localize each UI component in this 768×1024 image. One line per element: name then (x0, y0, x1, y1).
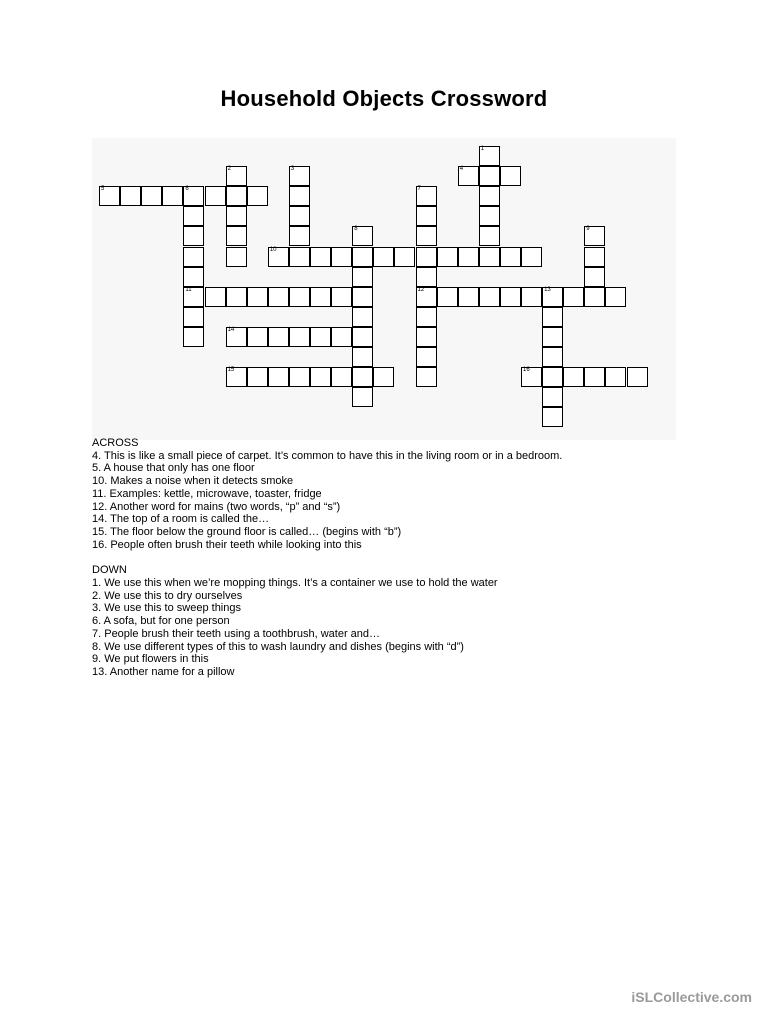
grid-cell[interactable] (542, 407, 563, 427)
grid-cell[interactable] (352, 267, 373, 287)
grid-cell[interactable] (289, 367, 310, 387)
grid-cell[interactable] (205, 287, 226, 307)
grid-cell[interactable] (521, 287, 542, 307)
grid-cell[interactable] (226, 166, 247, 186)
grid-cell[interactable] (437, 247, 458, 267)
grid-cell[interactable] (479, 226, 500, 246)
grid-cell[interactable] (479, 146, 500, 166)
down-clue: 7. People brush their teeth using a toothbrush, water and… (92, 627, 381, 640)
grid-cell[interactable] (563, 287, 584, 307)
grid-cell[interactable] (352, 347, 373, 367)
clue-number: 10 (269, 246, 277, 253)
grid-cell[interactable] (120, 186, 141, 206)
across-clue: 14. The top of a room is called the… (92, 513, 270, 526)
grid-cell[interactable] (605, 367, 626, 387)
clue-number: 14 (227, 326, 235, 333)
grid-cell[interactable] (268, 287, 289, 307)
clue-number: 12 (417, 286, 425, 293)
clue-number: 3 (290, 166, 295, 173)
grid-cell[interactable] (542, 307, 563, 327)
across-clue: 12. Another word for mains (two words, “p” and “s”) (92, 500, 341, 513)
grid-cell[interactable] (352, 387, 373, 407)
grid-cell[interactable] (521, 247, 542, 267)
grid-cell[interactable] (226, 367, 247, 387)
grid-cell[interactable] (352, 367, 373, 387)
grid-cell[interactable] (416, 186, 437, 206)
grid-cell[interactable] (310, 367, 331, 387)
grid-cell[interactable] (542, 347, 563, 367)
grid-cell[interactable] (416, 327, 437, 347)
clue-number: 4 (459, 166, 464, 173)
grid-cell[interactable] (500, 247, 521, 267)
grid-cell[interactable] (416, 206, 437, 226)
grid-cell[interactable] (331, 247, 352, 267)
page-title: Household Objects Crossword (220, 86, 548, 111)
down-clue: 1. We use this when we’re mopping things. It’s a container we use to hold the water (92, 577, 498, 590)
down-clue: 6. A sofa, but for one person (92, 615, 230, 628)
down-clue: 2. We use this to dry ourselves (92, 589, 243, 602)
grid-cell[interactable] (373, 247, 394, 267)
grid-cell[interactable] (500, 166, 521, 186)
grid-cell[interactable] (289, 327, 310, 347)
across-clue: 5. A house that only has one floor (92, 462, 255, 475)
clue-number: 16 (523, 367, 530, 374)
clue-number: 9 (586, 226, 590, 233)
grid-cell[interactable] (416, 267, 437, 287)
grid-cell[interactable] (416, 287, 437, 307)
grid-cell[interactable] (183, 287, 204, 307)
down-clue: 13. Another name for a pillow (92, 665, 235, 678)
grid-cell[interactable] (352, 287, 373, 307)
clue-number: 13 (544, 286, 551, 293)
grid-cell[interactable] (331, 327, 352, 347)
across-clue: 15. The floor below the ground floor is called… (begins with “b”) (92, 525, 402, 538)
down-clue: 9. We put flowers in this (92, 653, 209, 666)
grid-cell[interactable] (373, 367, 394, 387)
grid-cell[interactable] (289, 247, 310, 267)
across-clue: 11. Examples: kettle, microwave, toaster, fridge (92, 487, 322, 500)
grid-cell[interactable] (352, 307, 373, 327)
down-clue: 8. We use different types of this to wash laundry and dishes (begins with “d”) (92, 640, 464, 653)
grid-cell[interactable] (183, 267, 204, 287)
grid-cell[interactable] (458, 166, 479, 186)
grid-cell[interactable] (416, 307, 437, 327)
grid-cell[interactable] (479, 287, 500, 307)
grid-cell[interactable] (226, 247, 247, 267)
grid-cell[interactable] (310, 327, 331, 347)
grid-cell[interactable] (352, 247, 373, 267)
down-clue: 3. We use this to sweep things (92, 602, 241, 615)
grid-cell[interactable] (162, 186, 183, 206)
grid-cell[interactable] (268, 247, 289, 267)
grid-cell[interactable] (416, 347, 437, 367)
grid-cell[interactable] (247, 186, 268, 206)
grid-cell[interactable] (479, 166, 500, 186)
grid-cell[interactable] (268, 367, 289, 387)
grid-cell[interactable] (205, 186, 226, 206)
grid-cell[interactable] (416, 367, 437, 387)
grid-cell[interactable] (247, 327, 268, 347)
grid-cell[interactable] (542, 367, 563, 387)
grid-cell[interactable] (226, 287, 247, 307)
across-clue: 10. Makes a noise when it detects smoke (92, 475, 294, 488)
grid-cell[interactable] (542, 387, 563, 407)
grid-cell[interactable] (331, 287, 352, 307)
grid-cell[interactable] (289, 287, 310, 307)
grid-cell[interactable] (99, 186, 120, 206)
grid-cell[interactable] (584, 267, 605, 287)
grid-cell[interactable] (183, 186, 204, 206)
across-clue: 16. People often brush their teeth while looking into this (92, 538, 362, 551)
grid-cell[interactable] (521, 367, 542, 387)
grid-cell[interactable] (268, 327, 289, 347)
grid-cell[interactable] (584, 247, 605, 267)
across-clue: 4. This is like a small piece of carpet. It’s common to have this in the living room or in a bedroom. (92, 449, 563, 462)
watermark-text: iSLCollective.com (631, 989, 752, 1005)
grid-cell[interactable] (226, 206, 247, 226)
grid-cell[interactable] (183, 307, 204, 327)
clue-list (92, 437, 732, 679)
across-heading: ACROSS (92, 437, 139, 449)
grid-cell[interactable] (479, 206, 500, 226)
grid-cell[interactable] (183, 206, 204, 226)
grid-cell[interactable] (226, 186, 247, 206)
grid-cell[interactable] (310, 247, 331, 267)
clue-number: 5 (101, 186, 105, 193)
grid-cell[interactable] (394, 247, 415, 267)
grid-cell[interactable] (352, 327, 373, 347)
grid-cell[interactable] (542, 287, 563, 307)
clue-number: 6 (185, 186, 189, 193)
grid-cell[interactable] (542, 327, 563, 347)
clue-number: 11 (185, 286, 192, 293)
grid-cell[interactable] (183, 226, 204, 246)
grid-cell[interactable] (627, 367, 648, 387)
clue-number: 8 (354, 226, 358, 233)
grid-cell[interactable] (226, 327, 247, 347)
grid-cell[interactable] (479, 247, 500, 267)
grid-cell[interactable] (289, 206, 310, 226)
grid-cell[interactable] (584, 287, 605, 307)
grid-cell[interactable] (183, 327, 204, 347)
grid-cell[interactable] (247, 287, 268, 307)
grid-cell[interactable] (141, 186, 162, 206)
grid-cell[interactable] (458, 287, 479, 307)
grid-cell[interactable] (289, 166, 310, 186)
clue-number: 1 (480, 146, 485, 152)
grid-cell[interactable] (226, 226, 247, 246)
grid-cell[interactable] (584, 226, 605, 246)
grid-cell[interactable] (352, 226, 373, 246)
grid-cell[interactable] (479, 186, 500, 206)
grid-cell[interactable] (289, 186, 310, 206)
clue-number: 15 (227, 367, 235, 374)
grid-cell[interactable] (247, 367, 268, 387)
grid-cell[interactable] (416, 226, 437, 246)
clue-number: 7 (417, 186, 421, 193)
grid-cell[interactable] (584, 367, 605, 387)
grid-cell[interactable] (310, 287, 331, 307)
grid-cell[interactable] (563, 367, 584, 387)
grid-cell[interactable] (331, 367, 352, 387)
clue-number: 2 (227, 166, 231, 173)
grid-cell[interactable] (500, 287, 521, 307)
crossword-grid (92, 138, 676, 440)
grid-cell[interactable] (289, 226, 310, 246)
grid-cell[interactable] (458, 247, 479, 267)
grid-cell[interactable] (437, 287, 458, 307)
grid-cell[interactable] (605, 287, 626, 307)
grid-cell[interactable] (416, 247, 437, 267)
grid-cell[interactable] (183, 247, 204, 267)
down-heading: DOWN (92, 564, 127, 577)
